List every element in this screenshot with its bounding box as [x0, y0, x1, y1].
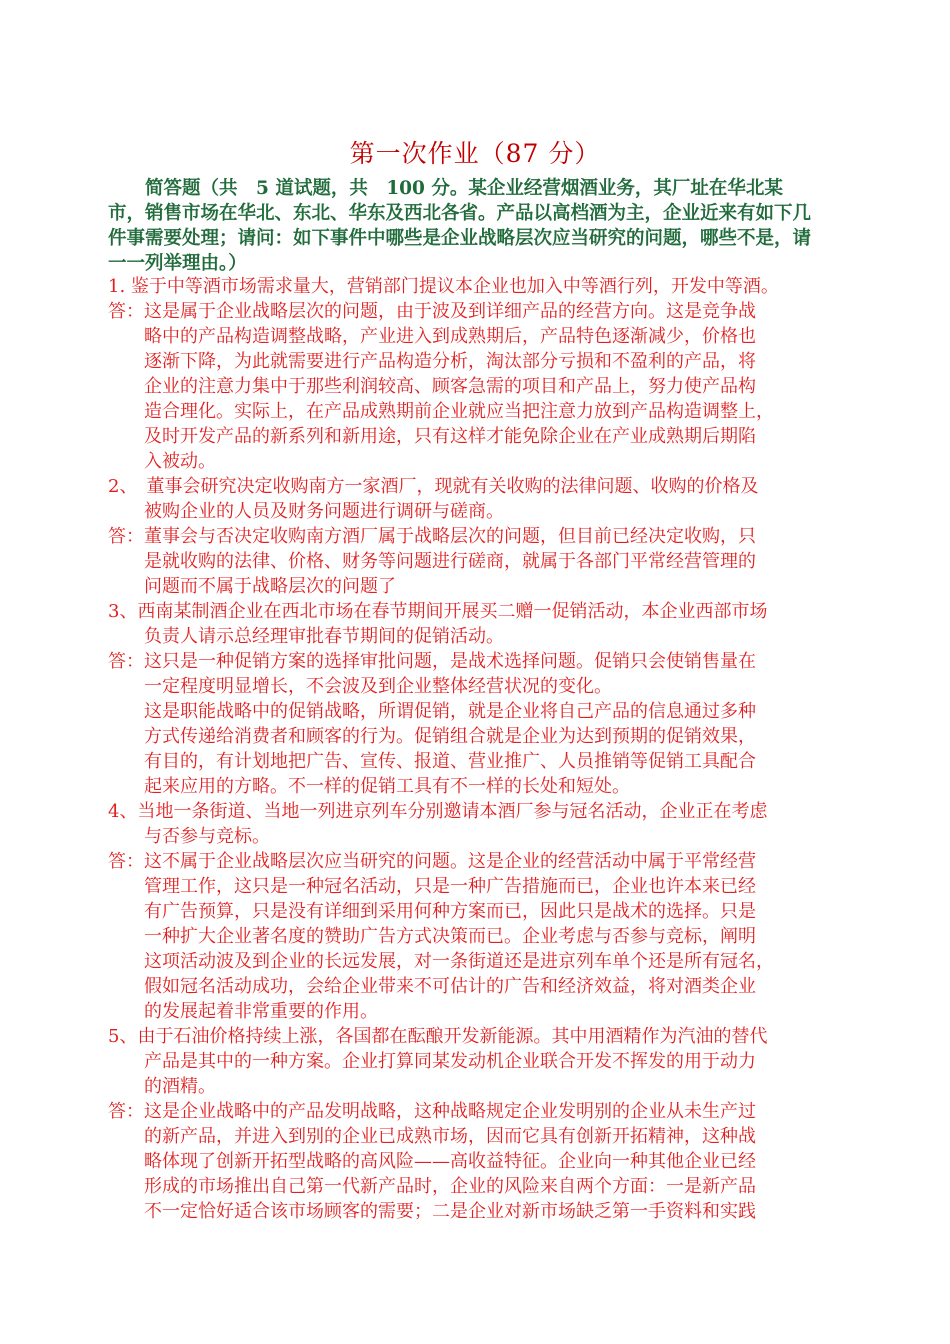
- answer-3-line: 答：这只是一种促销方案的选择审批问题，是战术选择问题。促销只会使销售量在: [108, 651, 756, 672]
- answer-3-line: 有目的，有计划地把广告、宣传、报道、营业推广、人员推销等促销工具配合: [144, 751, 756, 772]
- answer-2-line: 答：董事会与否决定收购南方酒厂属于战略层次的问题，但目前已经决定收购，只: [108, 526, 756, 547]
- answer-1-line: 入被动。: [144, 451, 216, 472]
- answer-3-line: 这是职能战略中的促销战略，所谓促销，就是企业将自己产品的信息通过多种: [144, 701, 756, 722]
- answer-1-line: 企业的注意力集中于那些利润较高、顾客急需的项目和产品上，努力使产品构: [144, 376, 756, 397]
- answer-1-line: 造合理化。实际上，在产品成熟期前企业就应当把注意力放到产品构造调整上，: [144, 401, 774, 422]
- answer-4-line: 假如冠名活动成功，会给企业带来不可估计的广告和经济效益，将对酒类企业: [144, 976, 756, 997]
- answer-4-line: 答：这不属于企业战略层次应当研究的问题。这是企业的经营活动中属于平常经营: [108, 851, 756, 872]
- question-2: 2、 董事会研究决定收购南方一家酒厂，现就有关收购的法律问题、收购的价格及: [108, 476, 759, 497]
- answer-5-line: 答：这是企业战略中的产品发明战略，这种战略规定企业发明别的企业从未生产过: [108, 1101, 756, 1122]
- answer-1-line: 答：这是属于企业战略层次的问题，由于波及到详细产品的经营方向。这是竞争战: [108, 301, 756, 322]
- question-4: 4、当地一条街道、当地一列进京列车分别邀请本酒厂参与冠名活动，企业正在考虑: [108, 801, 768, 822]
- answer-1-line: 逐渐下降，为此就需要进行产品构造分析，淘汰部分亏损和不盈利的产品，将: [144, 351, 756, 372]
- answer-2-line: 是就收购的法律、价格、财务等问题进行磋商，就属于各部门平常经营管理的: [144, 551, 756, 572]
- answer-4-line: 的发展起着非常重要的作用。: [144, 1001, 378, 1022]
- question-3-line: 负责人请示总经理审批春节期间的促销活动。: [144, 626, 504, 647]
- question-3: 3、西南某制酒企业在西北市场在春节期间开展买二赠一促销活动，本企业西部市场: [108, 601, 768, 622]
- answer-3-line: 起来应用的方略。不一样的促销工具有不一样的长处和短处。: [144, 776, 630, 797]
- question-1: 1. 鉴于中等酒市场需求量大，营销部门提议本企业也加入中等酒行列，开发中等酒。: [108, 276, 779, 297]
- answer-4-line: 有广告预算，只是没有详细到采用何种方案而已，因此只是战术的选择。只是: [144, 901, 756, 922]
- answer-5-line: 不一定恰好适合该市场顾客的需要；二是企业对新市场缺乏第一手资料和实践: [144, 1201, 756, 1222]
- question-4-line: 与否参与竞标。: [144, 826, 270, 847]
- answer-5-line: 的新产品，并进入到别的企业已成熟市场，因而它具有创新开拓精神，这种战: [144, 1126, 756, 1147]
- question-5: 5、由于石油价格持续上涨，各国都在酝酿开发新能源。其中用酒精作为汽油的替代: [108, 1026, 768, 1047]
- question-5-line: 产品是其中的一种方案。企业打算同某发动机企业联合开发不挥发的用于动力: [144, 1051, 756, 1072]
- answer-3-line: 一定程度明显增长，不会波及到企业整体经营状况的变化。: [144, 676, 612, 697]
- question-2-line: 被购企业的人员及财务问题进行调研与磋商。: [144, 501, 504, 522]
- document-title: 第一次作业（87 分）: [349, 139, 601, 168]
- question-intro: 简答题（共 5 道试题，共 100 分。某企业经营烟酒业务，其厂址在华北某市，销售市场在华北、东北、华东及西北各省。产品以高档酒为主，企业近来有如下几件事需要处理；请问：如下事件中哪些是企业战略层次应当研究的问题，哪些不是，请一一列举理由。）: [108, 178, 812, 274]
- answer-4-line: 一种扩大企业著名度的赞助广告方式决策而已。企业考虑与否参与竞标，阐明: [144, 926, 756, 947]
- answer-5-line: 略体现了创新开拓型战略的高风险——高收益特征。企业向一种其他企业已经: [144, 1151, 756, 1172]
- question-5-line: 的酒精。: [144, 1076, 216, 1097]
- answer-4-line: 管理工作，这只是一种冠名活动，只是一种广告措施而已，企业也许本来已经: [144, 876, 756, 897]
- answer-1-line: 略中的产品构造调整战略，产业进入到成熟期后，产品特色逐渐减少，价格也: [144, 326, 756, 347]
- answer-2-line: 问题而不属于战略层次的问题了: [144, 576, 396, 597]
- answer-1-line: 及时开发产品的新系列和新用途，只有这样才能免除企业在产业成熟期后期陷: [144, 426, 756, 447]
- answer-5-line: 形成的市场推出自己第一代新产品时，企业的风险来自两个方面：一是新产品: [144, 1176, 756, 1197]
- answer-3-line: 方式传递给消费者和顾客的行为。促销组合就是企业为达到预期的促销效果，: [144, 726, 756, 747]
- answer-4-line: 这项活动波及到企业的长远发展，对一条街道还是进京列车单个还是所有冠名，: [144, 951, 774, 972]
